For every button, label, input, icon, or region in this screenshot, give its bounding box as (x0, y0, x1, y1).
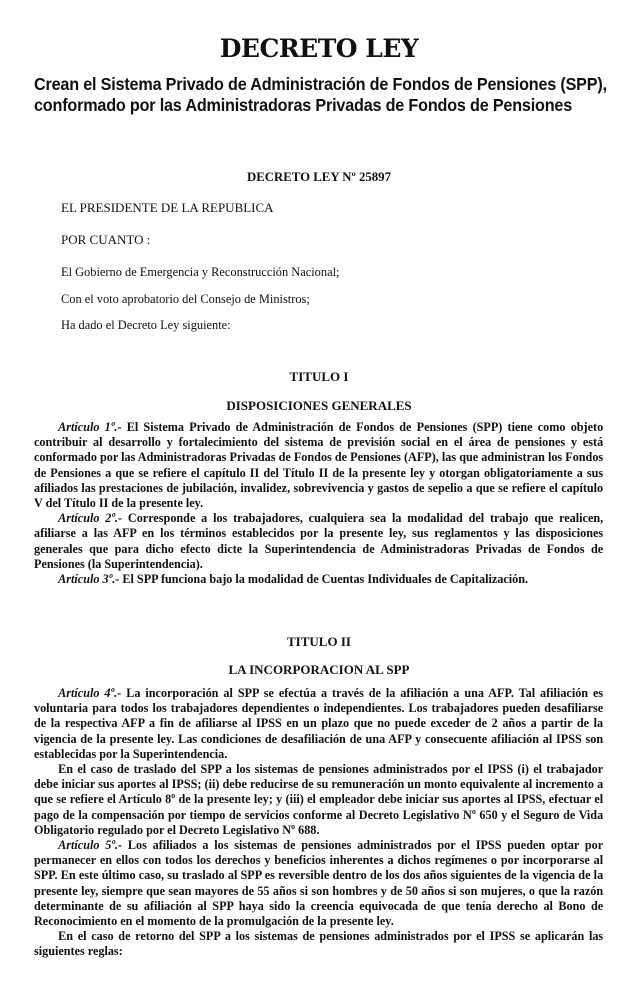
article-3-label: Artículo 3º.- (58, 571, 120, 587)
subtitle-line-1: Crean el Sistema Privado de Administración de Fondos de Pensiones (SPP), (34, 74, 607, 94)
titulo-1-heading: TITULO I (289, 369, 349, 384)
preamble-line-1: El Gobierno de Emergencia y Reconstrucción Nacional; (61, 265, 340, 279)
article-5-label: Artículo 5º.- (58, 837, 123, 853)
article-5-paragraph-2: En el caso de retorno del SPP a los sistemas de pensiones administrados por el IPSS se aplicarán las siguientes reglas: (34, 928, 604, 959)
preamble-president: EL PRESIDENTE DE LA REPUBLICA (61, 200, 274, 215)
titulo-2-body (34, 685, 603, 959)
article-2-label: Artículo 2º.- (58, 510, 123, 526)
article-1-label: Artículo 1º.- (58, 419, 122, 434)
article-2 (34, 510, 603, 571)
titulo-2-subheading: LA INCORPORACION AL SPP (228, 662, 410, 677)
article-1 (34, 419, 603, 510)
titulo-2-heading: TITULO II (287, 634, 351, 649)
subtitle-line-2: conformado por las Administradoras Privadas de Fondos de Pensiones (34, 95, 573, 115)
article-3-text: El SPP funciona bajo la modalidad de Cuentas Individuales de Capitalización. (119, 571, 529, 587)
preamble-line-3: Ha dado el Decreto Ley siguiente: (61, 318, 231, 332)
titulo-1-subheading: DISPOSICIONES GENERALES (226, 398, 412, 413)
article-4-text: La incorporación al SPP se efectúa a través de la afiliación a una AFP. Tal afiliación es voluntaria para todos los trabajadores dependientes o independientes. Los trabajadores pueden desafiliarse de la respectiva AFP a fin de afiliarse al IPSS en un plazo que no puede exceder de 2 años a partir de la vigencia de la presente ley. Las condiciones de desafiliación de una AFP y consecuente afiliación al IPSS son establecidas por la Superintendencia. (34, 685, 604, 761)
document-title: DECRETO LEY (219, 34, 419, 63)
article-1-text: El Sistema Privado de Administración de Fondos de Pensiones (SPP) tiene como objeto contribuir al desarrollo y fortalecimiento del sistema de previsión social en el área de pensiones y está conformado por las Administradoras Privadas de Fondos de Pensiones (AFP), las que administran los Fondos de Pensiones a que se refiere el capítulo II del Título II de la presente ley y otorgan obligatoriamente a sus afiliados las prestaciones de jubilación, invalidez, sobrevivencia y gastos de sepelio a que se refiere el capítulo V del Título II de la presente ley. (34, 419, 604, 511)
article-4 (34, 685, 603, 761)
article-5 (34, 837, 603, 928)
preamble-line-2: Con el voto aprobatorio del Consejo de Ministros; (61, 292, 310, 306)
article-5-text: Los afiliados a los sistemas de pensiones administrados por el IPSS pueden optar por permanecer en ellos con todos los derechos y beneficios inherentes a dichos regímenes o por incorporarse al SPP. En este último caso, su traslado al SPP es reversible dentro de los dos años siguientes de la vigencia de la presente ley, siempre que sean mayores de 55 años si son hombres y de 50 años si son mujeres, o que la razón determinante de su afiliación al SPP haya sido la creencia equivocada de que tenía derecho al Bono de Reconocimiento en el momento de la promulgación de la presente ley. (34, 837, 604, 929)
titulo-1-body (34, 419, 603, 586)
article-2-text: Corresponde a los trabajadores, cualquiera sea la modalidad del trabajo que realicen, afiliarse a las AFP en los términos establecidos por la presente ley, sus reglamentos y las disposiciones generales que para dicho efecto dicte la Superintendencia de Administradoras Privadas de Fondos de Pensiones (la Superintendencia). (34, 510, 604, 571)
decreto-number: DECRETO LEY Nº 25897 (247, 170, 391, 184)
document-subtitle (34, 74, 607, 116)
article-3 (34, 571, 603, 586)
article-4-label: Artículo 4º.- (58, 685, 122, 700)
article-4-paragraph-2: En el caso de traslado del SPP a los sistemas de pensiones administrados por el IPSS (i) el trabajador debe iniciar sus aportes al IPSS; (ii) debe reducirse de su remuneración un monto equivalente al incremento a que se refiere el Artículo 8º de la presente ley; y (iii) el empleador debe iniciar sus aportes al IPSS, efectuar el pago de la compensación por tiempo de servicios conforme al Decreto Legislativo Nº 650 y el Seguro de Vida Obligatorio regulado por el Decreto Legislativo Nº 688. (34, 761, 604, 837)
preamble-por-cuanto: POR CUANTO : (61, 232, 151, 247)
